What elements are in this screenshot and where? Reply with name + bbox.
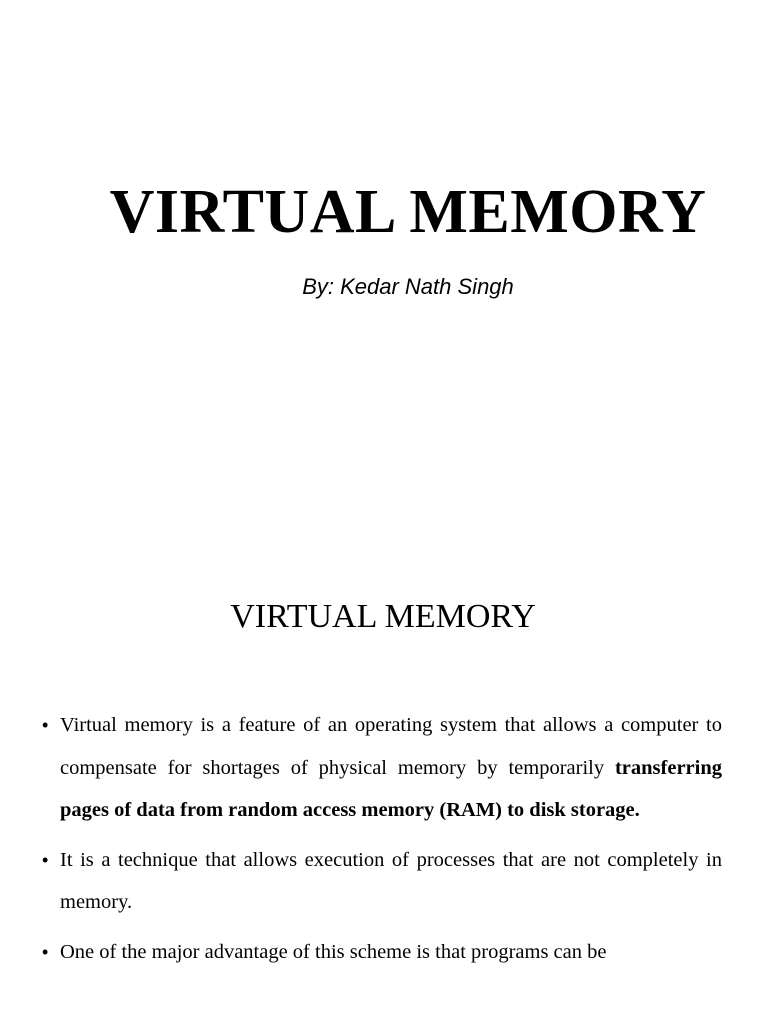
bullet-icon: • <box>42 715 49 735</box>
content-slide-title: VIRTUAL MEMORY <box>230 598 536 635</box>
author-subtitle: By: Kedar Nath Singh <box>302 274 514 299</box>
bullet-item <box>42 704 722 832</box>
bullet-text: One of the major advantage of this scheme is that programs can be <box>60 940 607 963</box>
bullet-item <box>42 931 722 974</box>
slide-title: VIRTUAL MEMORY <box>109 178 707 246</box>
bullet-text-bold: transferring pages of data from random access memory (RAM) to disk storage. <box>60 756 722 821</box>
bullet-text: It is a technique that allows execution of processes that are not completely in memory. <box>60 848 722 913</box>
bullet-item <box>42 839 722 924</box>
bullet-text: Virtual memory is a feature of an operating system that allows a computer to compensate for shortages of physical memory by temporarily <box>60 714 722 779</box>
bullet-list <box>42 704 722 980</box>
bullet-icon: • <box>42 941 49 962</box>
bullet-icon: • <box>42 849 49 870</box>
content-slide <box>0 540 768 1024</box>
